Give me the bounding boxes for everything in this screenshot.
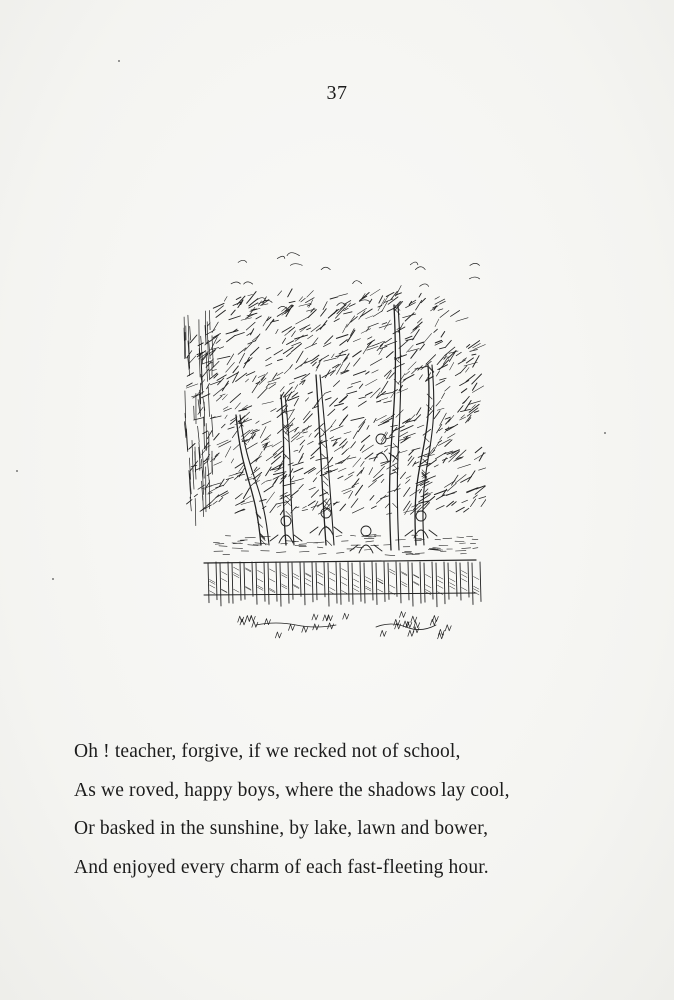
paper-speck	[16, 470, 18, 472]
paper-speck	[52, 578, 54, 580]
poem-stanza	[74, 733, 634, 887]
poem-line: As we roved, happy boys, where the shadows lay cool,	[74, 779, 510, 801]
poem-line: Or basked in the sunshine, by lake, lawn and bower,	[74, 818, 489, 839]
poem-line: And enjoyed every charm of each fast-fleeting hour.	[74, 856, 489, 878]
paper-speck	[118, 60, 120, 62]
engraving-illustration	[176, 245, 486, 655]
paper-speck	[604, 432, 606, 434]
poem-line: Oh ! teacher, forgive, if we recked not of school,	[74, 741, 461, 762]
page-number: 37	[326, 82, 348, 104]
